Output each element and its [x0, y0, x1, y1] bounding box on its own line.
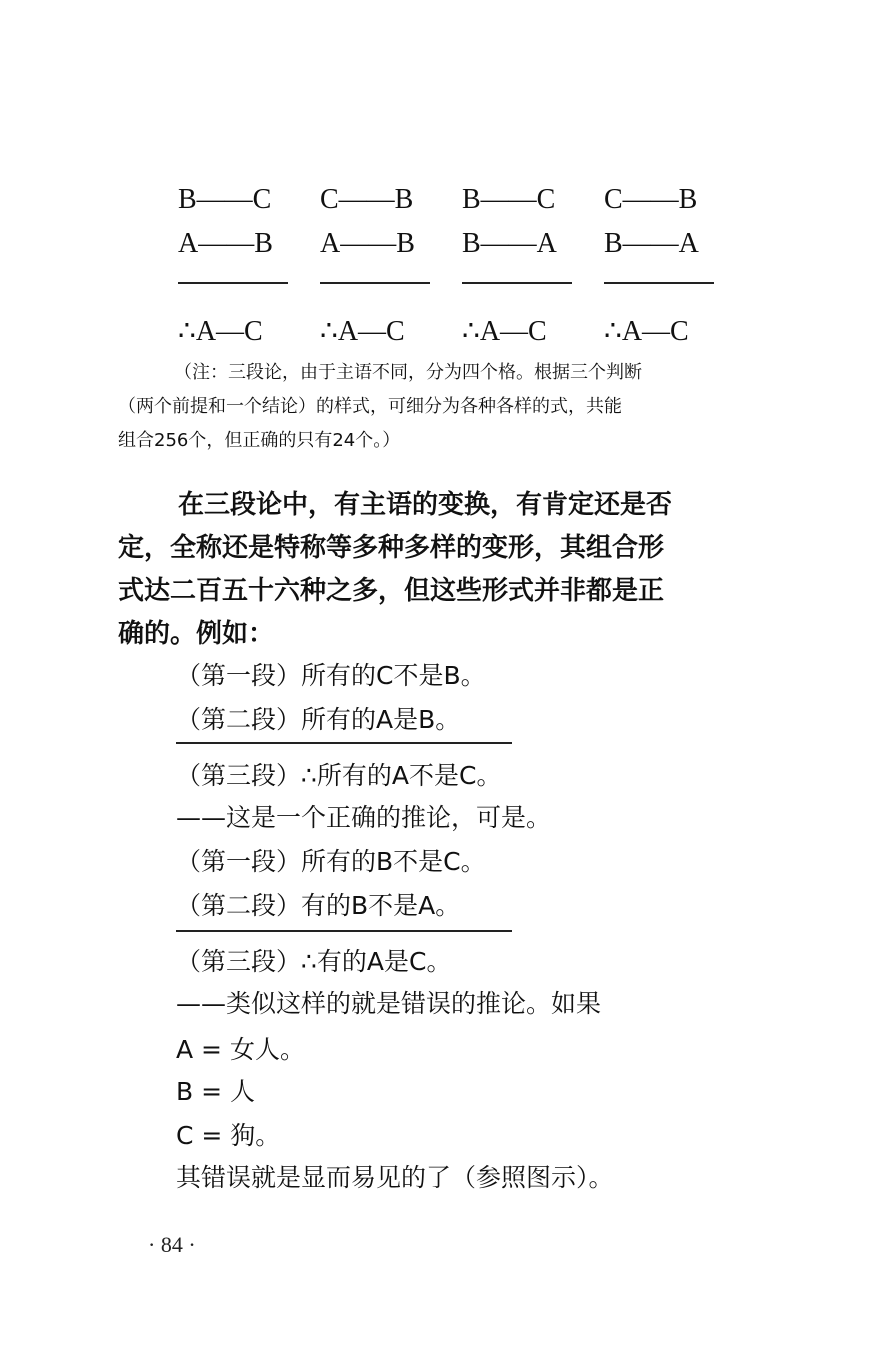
closing-line: 其错误就是显而易见的了（参照图示）。 [176, 1163, 614, 1192]
figure-premise-2: A——B [178, 228, 273, 259]
paragraph-line: 在三段论中，有主语的变换，有肯定还是否 [178, 490, 673, 520]
figure-rule [320, 282, 430, 284]
example-rule [176, 930, 512, 932]
figure-conclusion: ∴A—C [178, 316, 263, 347]
example-rule [176, 742, 512, 744]
example-line: （第二段）有的B不是A。 [176, 891, 461, 920]
figure-premise-1: B——C [462, 184, 556, 215]
example-line: （第二段）所有的A是B。 [176, 705, 461, 734]
syllogism-figures [178, 184, 718, 354]
figure-rule [604, 282, 714, 284]
example-line: （第三段）∴所有的A不是C。 [176, 761, 502, 790]
figure-conclusion: ∴A—C [604, 316, 689, 347]
figure-conclusion: ∴A—C [462, 316, 547, 347]
figure-premise-2: A——B [320, 228, 415, 259]
figure-conclusion: ∴A—C [320, 316, 405, 347]
example-line: （第一段）所有的C不是B。 [176, 661, 486, 690]
example-line: （第一段）所有的B不是C。 [176, 847, 486, 876]
note-line: （两个前提和一个结论）的样式，可细分为各种各样的式，共能 [118, 396, 622, 417]
paragraph-line: 定，全称还是特称等多种多样的变形，其组合形 [118, 533, 665, 563]
example-comment: ——类似这样的就是错误的推论。如果 [176, 989, 602, 1018]
example-line: （第三段）∴有的A是C。 [176, 947, 452, 976]
note-line: （注：三段论，由于主语不同，分为四个格。根据三个判断 [174, 362, 642, 383]
figure-premise-1: C——B [320, 184, 414, 215]
definition-c: C = 狗。 [176, 1121, 281, 1150]
figure-premise-1: B——C [178, 184, 272, 215]
figure-note [118, 356, 718, 458]
figure-premise-2: B——A [604, 228, 699, 259]
example-comment: ——这是一个正确的推论，可是。 [176, 803, 552, 832]
figure-rule [178, 282, 288, 284]
definition-a: A = 女人。 [176, 1035, 305, 1064]
figure-premise-2: B——A [462, 228, 557, 259]
note-line: 组合256个，但正确的只有24个。） [118, 430, 401, 451]
body-paragraph [118, 484, 718, 656]
paragraph-line: 确的。例如： [118, 619, 275, 649]
paragraph-line: 式达二百五十六种之多，但这些形式并非都是正 [118, 576, 665, 606]
figure-rule [462, 282, 572, 284]
figure-premise-1: C——B [604, 184, 698, 215]
definition-b: B = 人 [176, 1077, 255, 1106]
page-number: · 84 · [148, 1232, 196, 1257]
